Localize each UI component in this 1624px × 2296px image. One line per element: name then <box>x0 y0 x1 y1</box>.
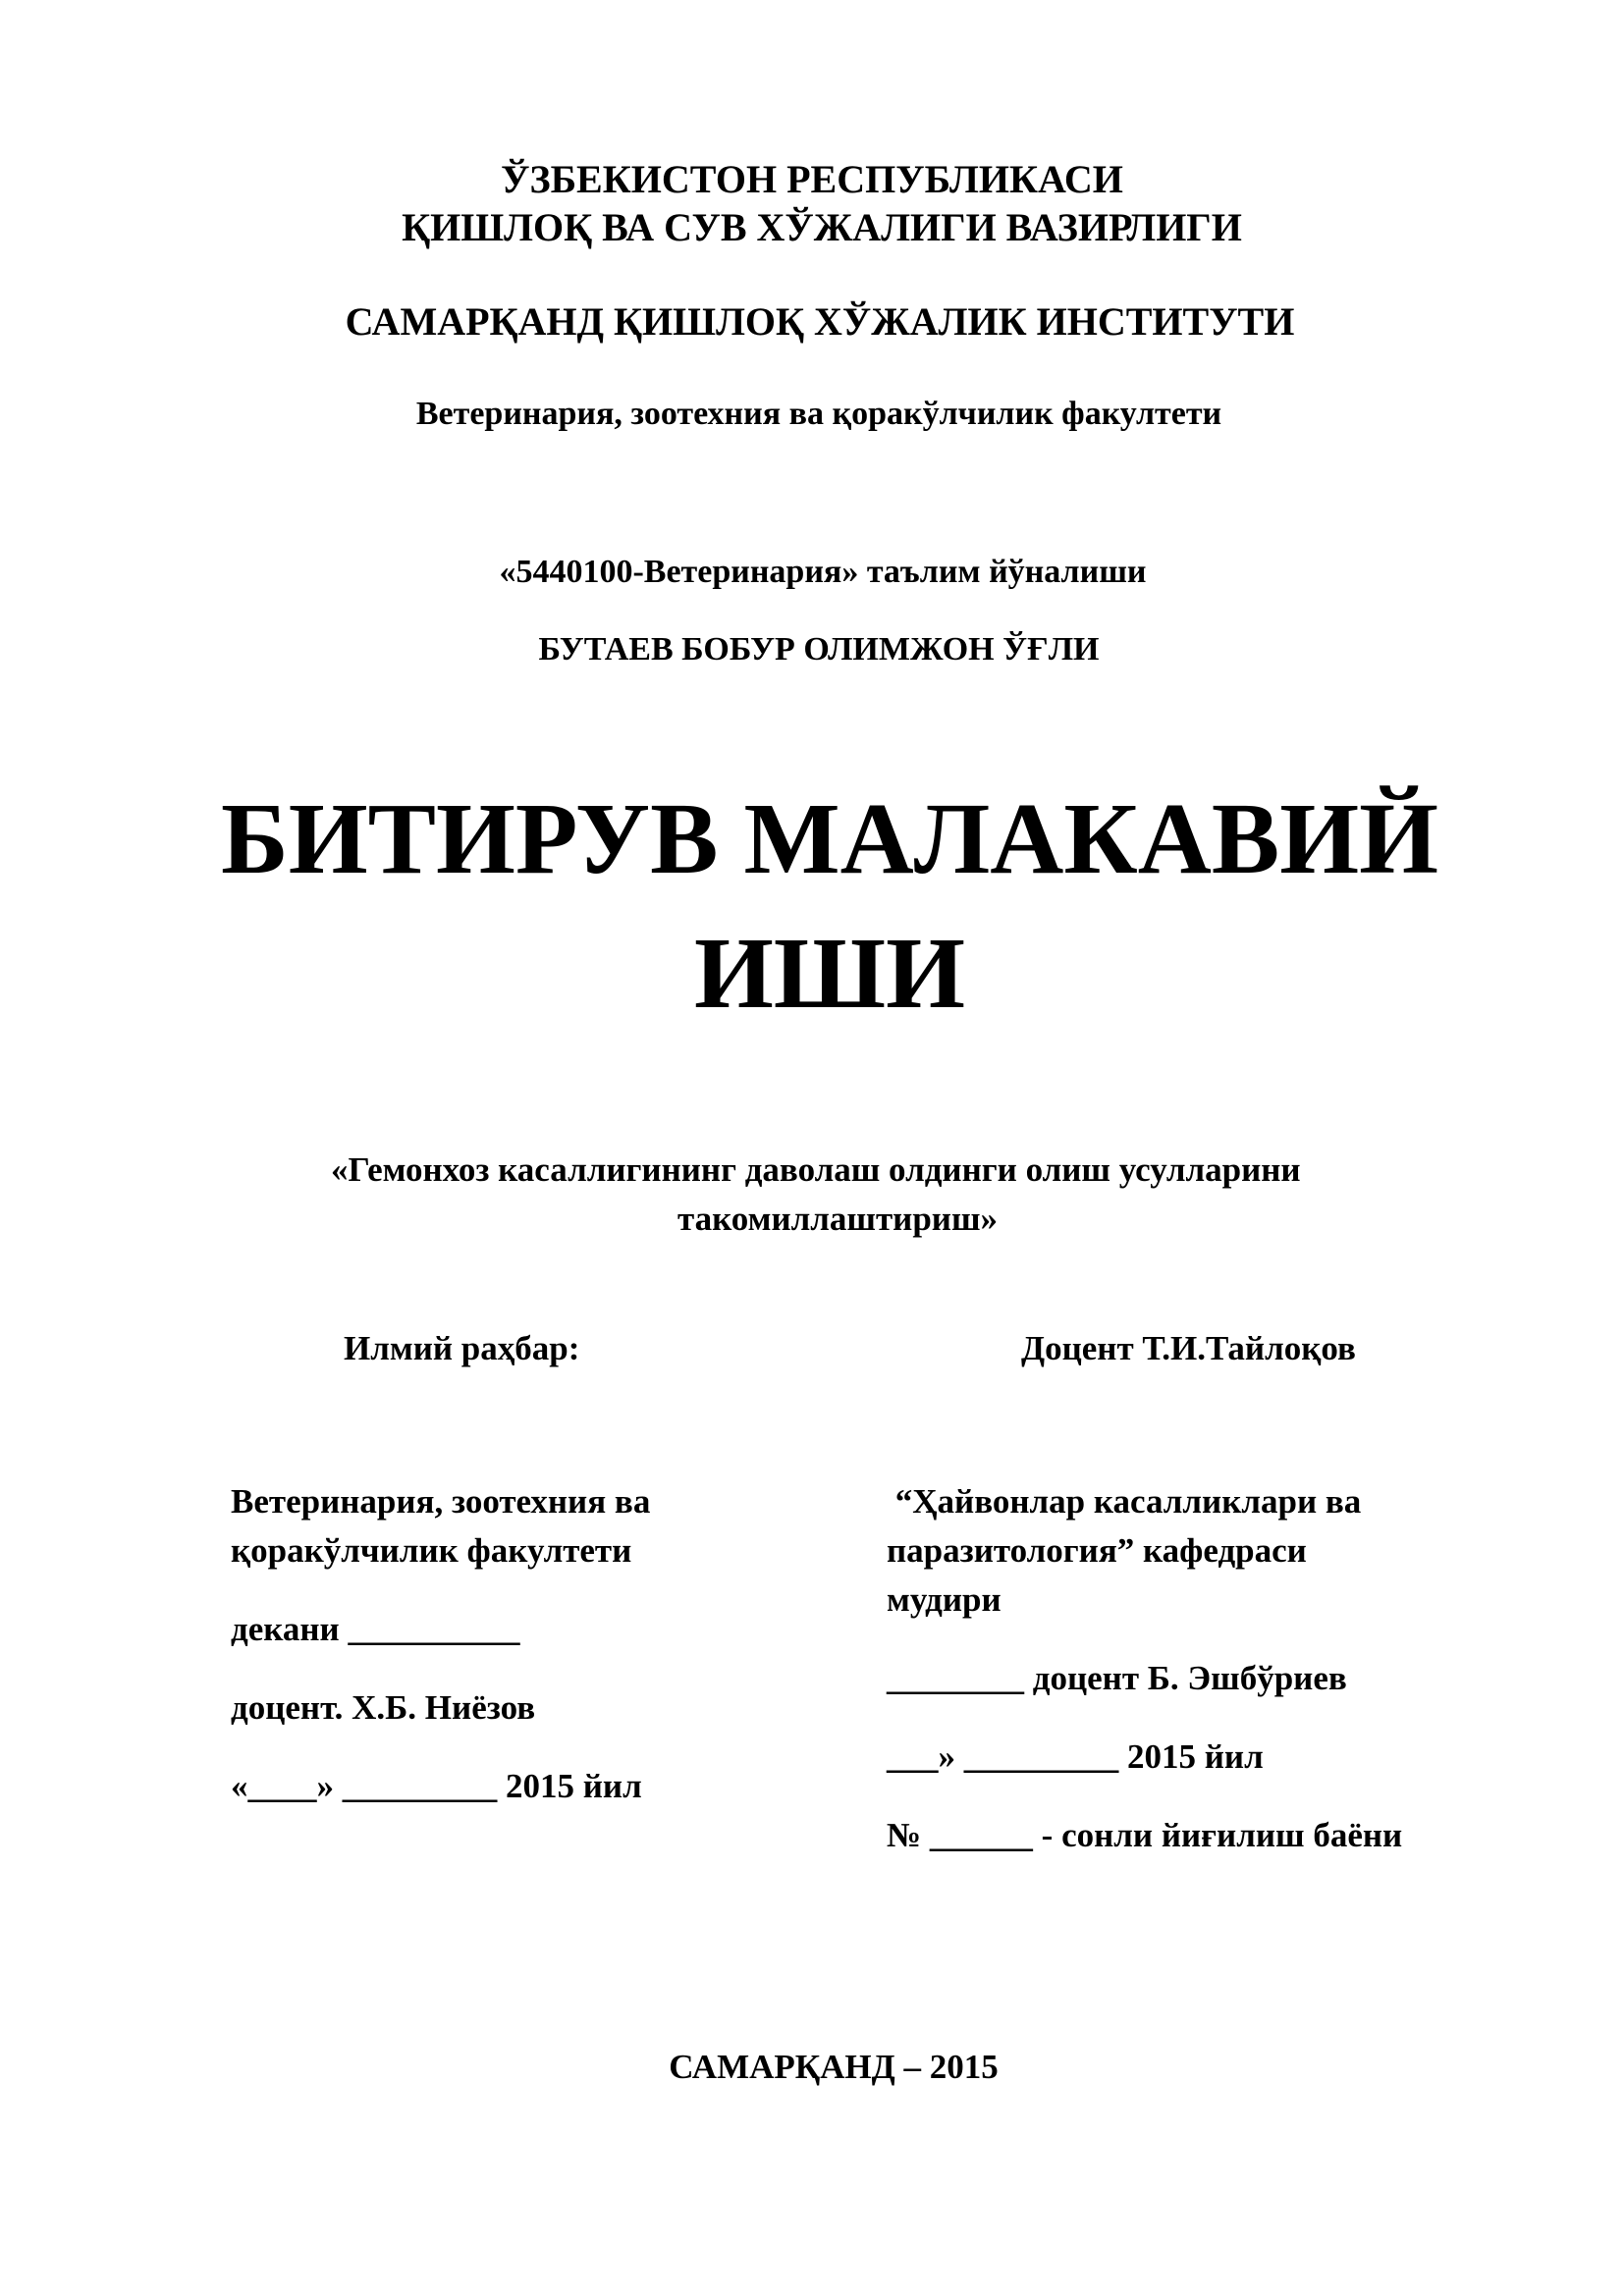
supervisor-name: Доцент Т.И.Тайлоқов <box>1021 1329 1356 1367</box>
student-name: БУТАЕВ БОБУР ОЛИМЖОН ЎҒЛИ <box>538 631 1100 667</box>
institute-heading: САМАРҚАНД ҚИШЛОҚ ХЎЖАЛИК ИНСТИТУТИ <box>345 299 1295 344</box>
study-direction: «5440100-Ветеринария» таълим йўналиши <box>499 554 1147 590</box>
chair-date-line: ___» _________ 2015 йил <box>887 1737 1264 1776</box>
chair-department-line1: “Ҳайвонлар касалликлари ва <box>887 1482 1362 1521</box>
dean-name: доцент. Х.Б. Ниёзов <box>231 1688 536 1727</box>
dean-faculty-line1: Ветеринария, зоотехния ва <box>231 1482 651 1521</box>
city-year-footer: САМАРҚАНД – 2015 <box>669 2048 999 2086</box>
work-topic-line1: «Гемонхоз касаллигининг даволаш олдинги олиш усулларини <box>331 1150 1301 1189</box>
dean-faculty-line2: қоракўлчилик факултети <box>231 1531 632 1570</box>
dean-signature-line: декани __________ <box>231 1610 520 1648</box>
ministry-heading: ҚИШЛОҚ ВА СУВ ХЎЖАЛИГИ ВАЗИРЛИГИ <box>402 205 1242 249</box>
chair-minutes-line: № ______ - сонли йиғилиш баёни <box>887 1816 1403 1854</box>
work-topic-line2: такомиллаштириш» <box>677 1200 999 1238</box>
faculty-heading: Ветеринария, зоотехния ва қоракўлчилик факултети <box>415 396 1222 432</box>
chair-department-line2: паразитология” кафедраси <box>887 1531 1307 1570</box>
work-title-line1: БИТИРУВ МАЛАКАВИЙ <box>220 782 1439 895</box>
supervisor-label: Илмий раҳбар: <box>344 1329 580 1367</box>
chair-signature-line: ________ доцент Б. Эшбўриев <box>887 1659 1347 1697</box>
dean-date-line: «____» _________ 2015 йил <box>231 1767 642 1805</box>
republic-heading: ЎЗБЕКИСТОН РЕСПУБЛИКАСИ <box>501 157 1123 201</box>
chair-title: мудири <box>887 1580 1001 1619</box>
work-title-line2: ИШИ <box>694 917 965 1030</box>
